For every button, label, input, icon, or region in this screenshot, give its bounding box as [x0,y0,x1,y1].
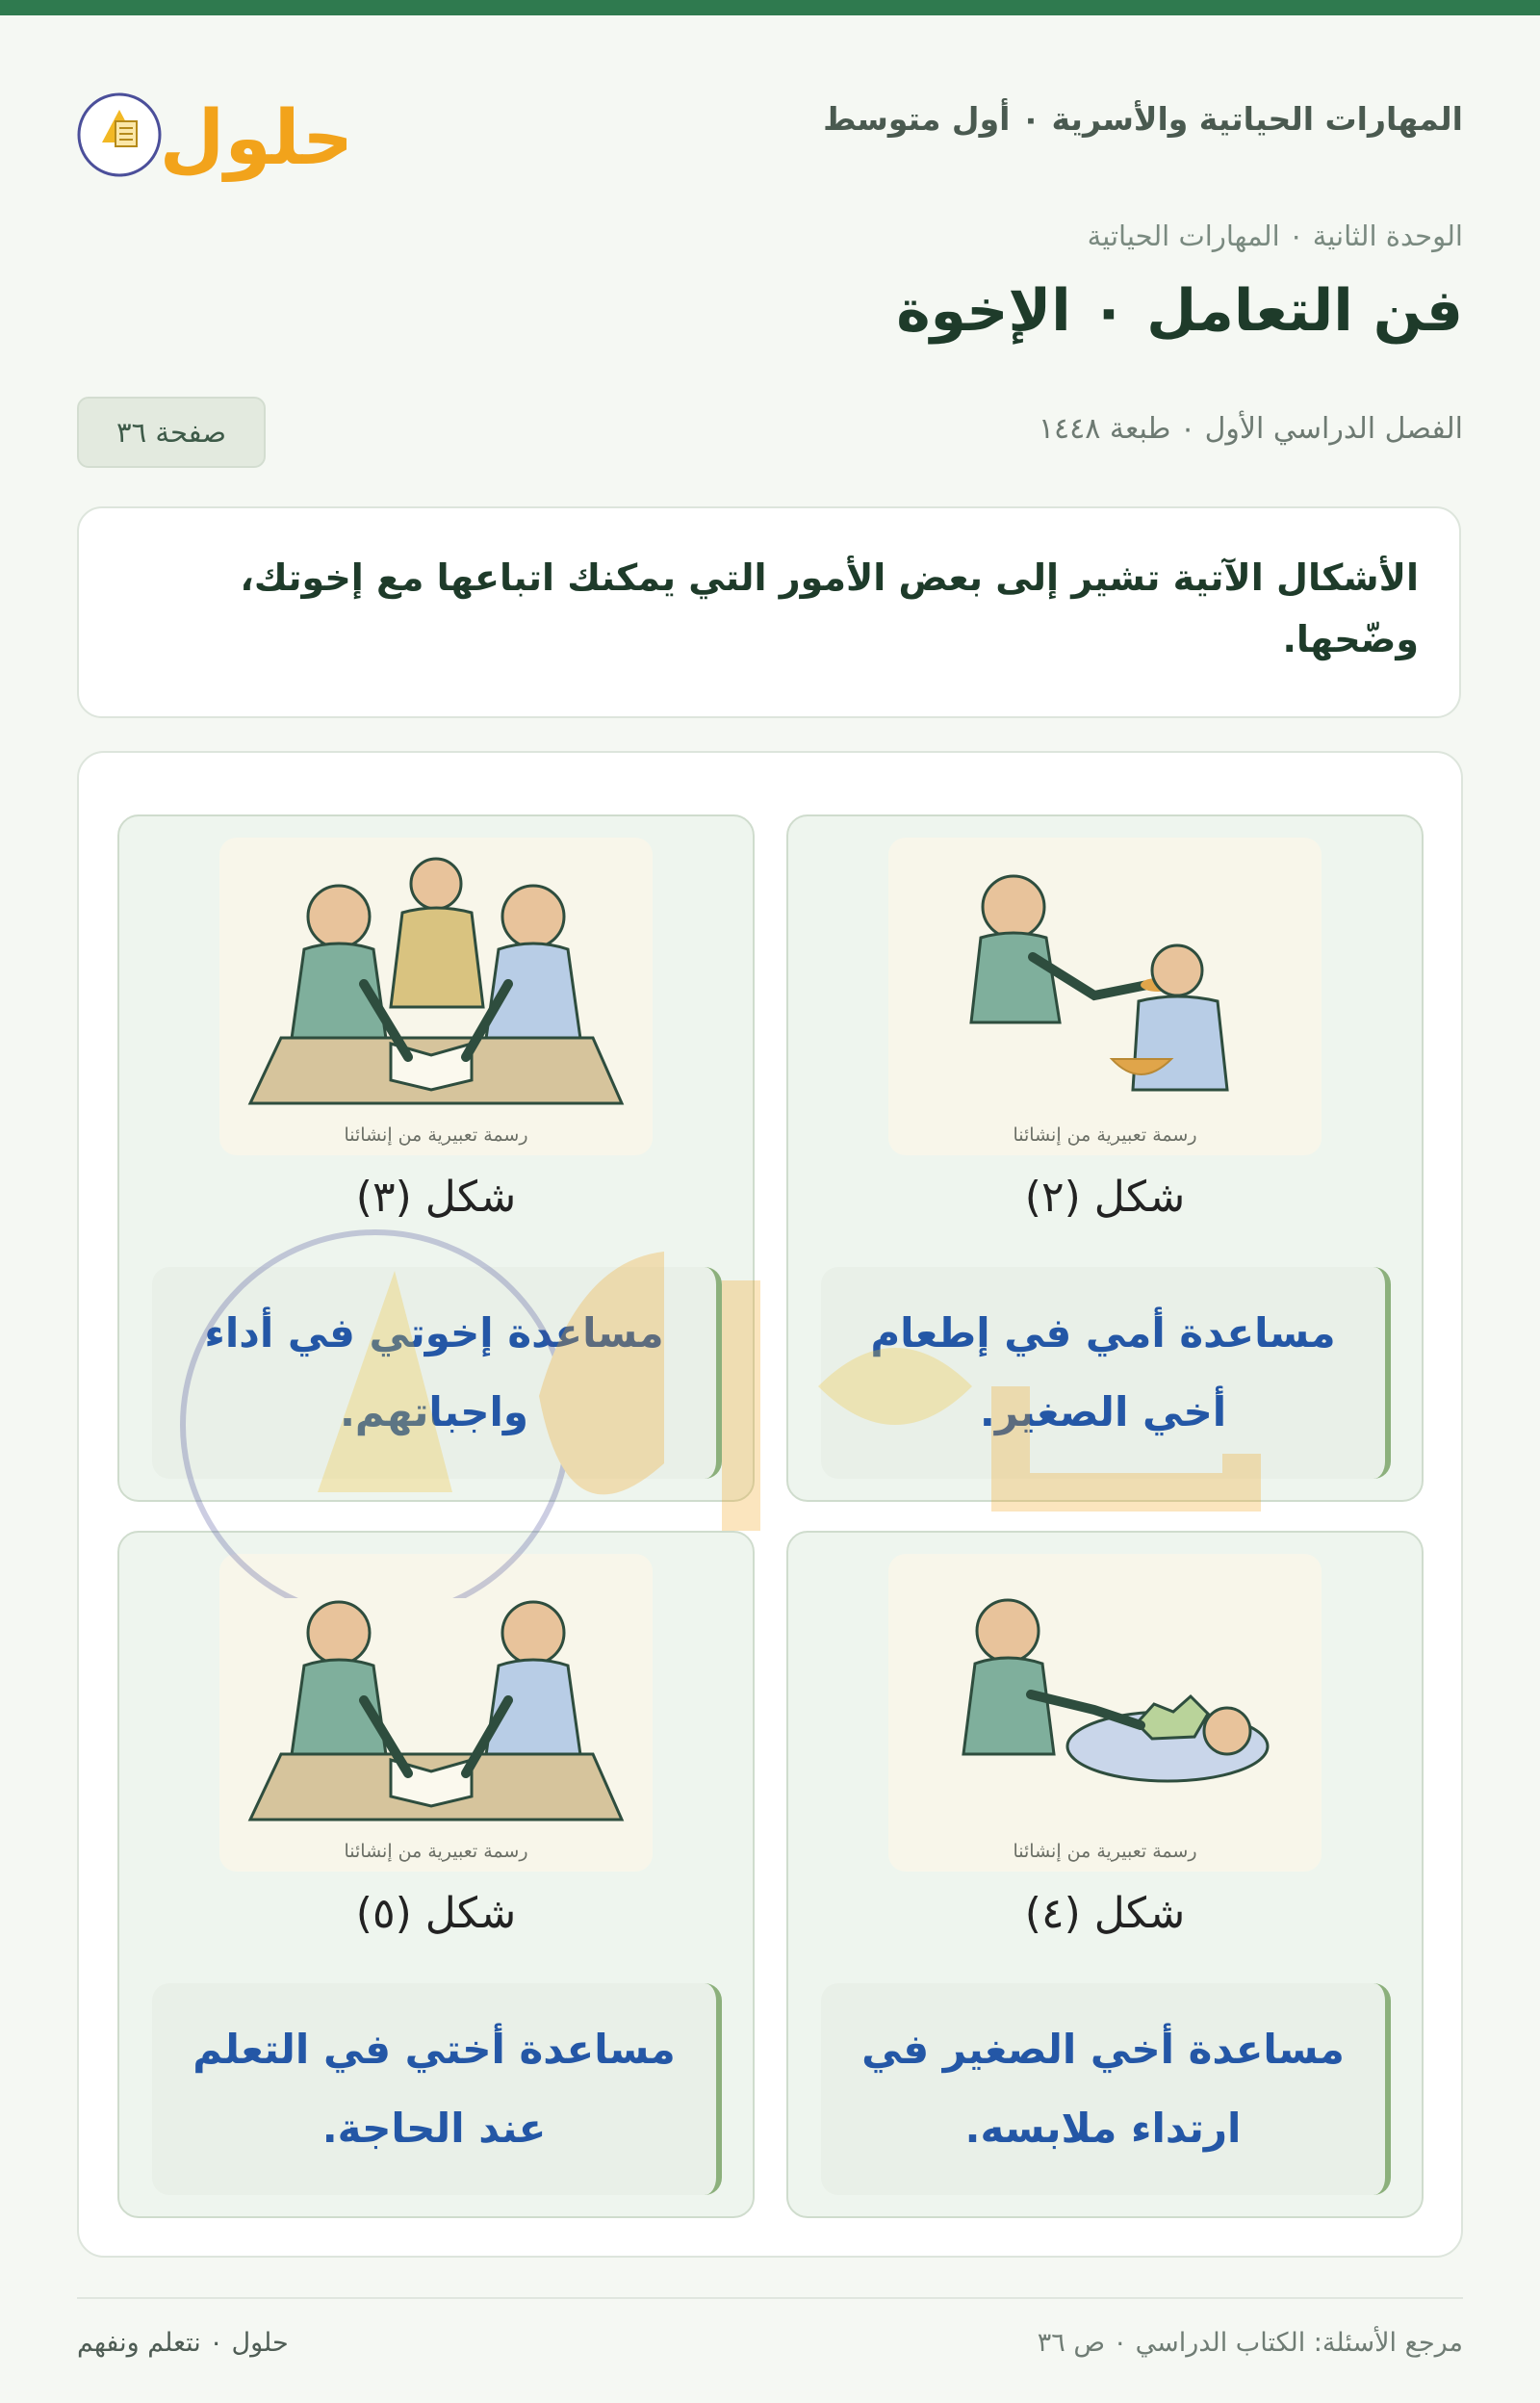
term-edition: الفصل الدراسي الأول ٠ طبعة ١٤٤٨ [1038,412,1463,446]
figure-card-5 [117,1531,755,2218]
answer-box [821,1983,1391,2195]
svg-text:حلول: حلول [159,95,346,182]
figures-panel [77,751,1463,2258]
page-title: فن التعامل ٠ الإخوة [896,277,1463,345]
answer-text: مساعدة أمي في إطعام أخي الصغير. [870,1309,1336,1435]
top-accent-bar [0,0,1540,15]
figure-label: شكل (٥) [355,1889,517,1938]
figure-card-3 [117,814,755,1502]
instruction-text: الأشكال الآتية تشير إلى بعض الأمور التي يمكنك اتباعها مع إخوتك، وضّحها. [240,556,1419,660]
figure-credit: رسمة تعبيرية من إنشائنا [1013,1124,1197,1146]
subject-title: المهارات الحياتية والأسرية ٠ أول متوسط [823,100,1463,138]
answer-box [152,1267,722,1479]
feeding-child-illustration [888,838,1322,1155]
answer-text: مساعدة أخي الصغير في ارتداء ملابسه. [861,2026,1345,2152]
page-number-badge: صفحة ٣٦ [77,397,266,468]
answer-box [821,1267,1391,1479]
figure-label: شكل (٤) [1024,1889,1186,1938]
sister-learning-illustration [219,1554,653,1872]
header [77,58,1463,193]
footer-divider [77,2297,1463,2299]
footer-reference: مرجع الأسئلة: الكتاب الدراسي ٠ ص ٣٦ [1037,2328,1463,2358]
figure-card-2 [786,814,1424,1502]
figure-credit: رسمة تعبيرية من إنشائنا [344,1124,528,1146]
footer-brand: حلول ٠ نتعلم ونفهم [77,2328,289,2358]
hulul-logo [77,67,346,183]
breadcrumb: الوحدة الثانية ٠ المهارات الحياتية [1087,220,1463,252]
figure-credit: رسمة تعبيرية من إنشائنا [344,1841,528,1862]
answer-box [152,1983,722,2195]
figure-label: شكل (٢) [1024,1173,1186,1222]
answer-text: مساعدة أختي في التعلم عند الحاجة. [192,2026,676,2152]
figure-credit: رسمة تعبيرية من إنشائنا [1013,1841,1197,1862]
figure-label: شكل (٣) [355,1173,517,1222]
siblings-homework-illustration [219,838,653,1155]
answer-text: مساعدة إخوتي في أداء واجباتهم. [204,1309,664,1435]
figure-card-4 [786,1531,1424,2218]
dressing-child-illustration [888,1554,1322,1872]
instruction-box [77,506,1461,718]
